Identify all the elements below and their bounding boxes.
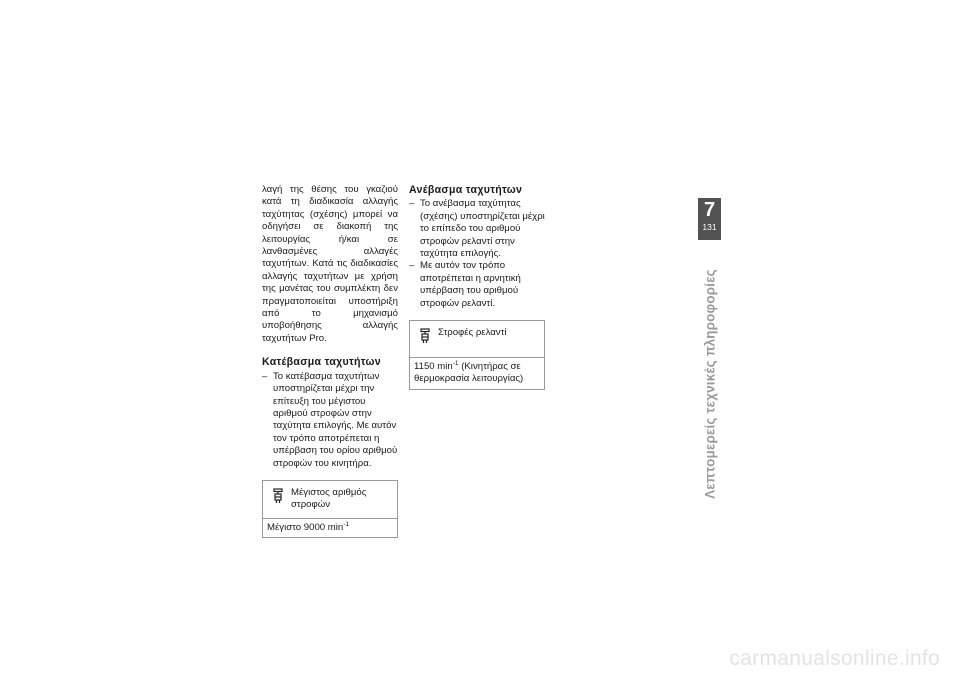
- downshift-list: [262, 371, 398, 470]
- engine-speed-icon: [267, 487, 289, 512]
- spec-value-exponent: -1: [343, 520, 350, 528]
- spec-header: [263, 481, 397, 519]
- spec-value: [263, 519, 397, 537]
- dash-bullet: –: [409, 198, 415, 210]
- dash-bullet: –: [262, 370, 268, 382]
- left-column: [262, 184, 398, 538]
- list-item: [409, 260, 545, 310]
- list-item: [409, 198, 545, 260]
- spec-title: Μέγιστος αριθμός στροφών: [291, 486, 367, 511]
- downshift-heading: Κατέβασμα ταχυτήτων: [262, 356, 381, 369]
- chapter-number: 7: [703, 199, 716, 221]
- spec-header: [410, 321, 544, 358]
- list-item-text: Το κατέβασμα ταχυτήτων υποστηρίζεται μέχρι την επίτευξη του μέγιστου αριθμού στροφών στην ταχύτητα επιλογής. Με αυτόν τον τρόπο αποτρέπεται η υπέρβαση του ορίου αριθμού στροφών του κινητήρα.: [273, 370, 398, 469]
- dash-bullet: –: [409, 260, 415, 272]
- list-item-text: Με αυτόν τον τρόπο αποτρέπεται η αρνητική υπέρβαση του αριθμού στροφών ρελαντί.: [420, 260, 521, 309]
- right-column: [409, 184, 545, 390]
- chapter-title-vertical: [702, 269, 718, 499]
- spec-value: [410, 358, 544, 389]
- spec-value-note: (Κινητήρας σε θερμοκρασία λειτουργίας): [414, 361, 524, 385]
- spec-value-exponent: -1: [452, 360, 459, 368]
- upshift-list: [409, 198, 545, 310]
- idle-rpm-spec-box: [409, 320, 545, 390]
- upshift-heading: Ανέβασμα ταχυτήτων: [409, 184, 523, 196]
- chapter-tab: [698, 198, 721, 240]
- spec-value-text: 1150 min: [414, 361, 453, 373]
- max-rpm-spec-box: [262, 480, 398, 538]
- list-item-text: Το ανέβασμα ταχύτητας (σχέσης) υποστηρίζεται μέχρι το επίπεδο του αριθμού στροφών ρελαντί στην ταχύτητα επιλογής.: [420, 198, 545, 260]
- watermark: carmanualsonline.info: [729, 647, 940, 670]
- list-item: [262, 371, 398, 470]
- intro-paragraph: λαγή της θέσης του γκαζιού κατά τη διαδικασία αλλαγής ταχύτητας (σχέσης) μπορεί να οδηγήσει σε διακοπή της λειτουργίας ή/και σε λανθασμένες αλλαγές ταχυτήτων. Κατά τις διαδικασίες αλλαγής ταχυτήτων με χρήση της μανέτας του συμπλέκτη δεν πραγματοποιείται υποστήριξη από το μηχανισμό υποβοήθησης αλλαγής ταχυτήτων Pro.: [262, 184, 398, 344]
- spec-title: Στροφές ρελαντί: [438, 327, 507, 339]
- chapter-title: Λεπτομερείς τεχνικές πληροφορίες: [702, 269, 718, 499]
- page-number: 131: [702, 222, 717, 232]
- engine-speed-icon: [414, 327, 436, 351]
- spec-value-text: Μέγιστο 9000 min: [267, 521, 344, 533]
